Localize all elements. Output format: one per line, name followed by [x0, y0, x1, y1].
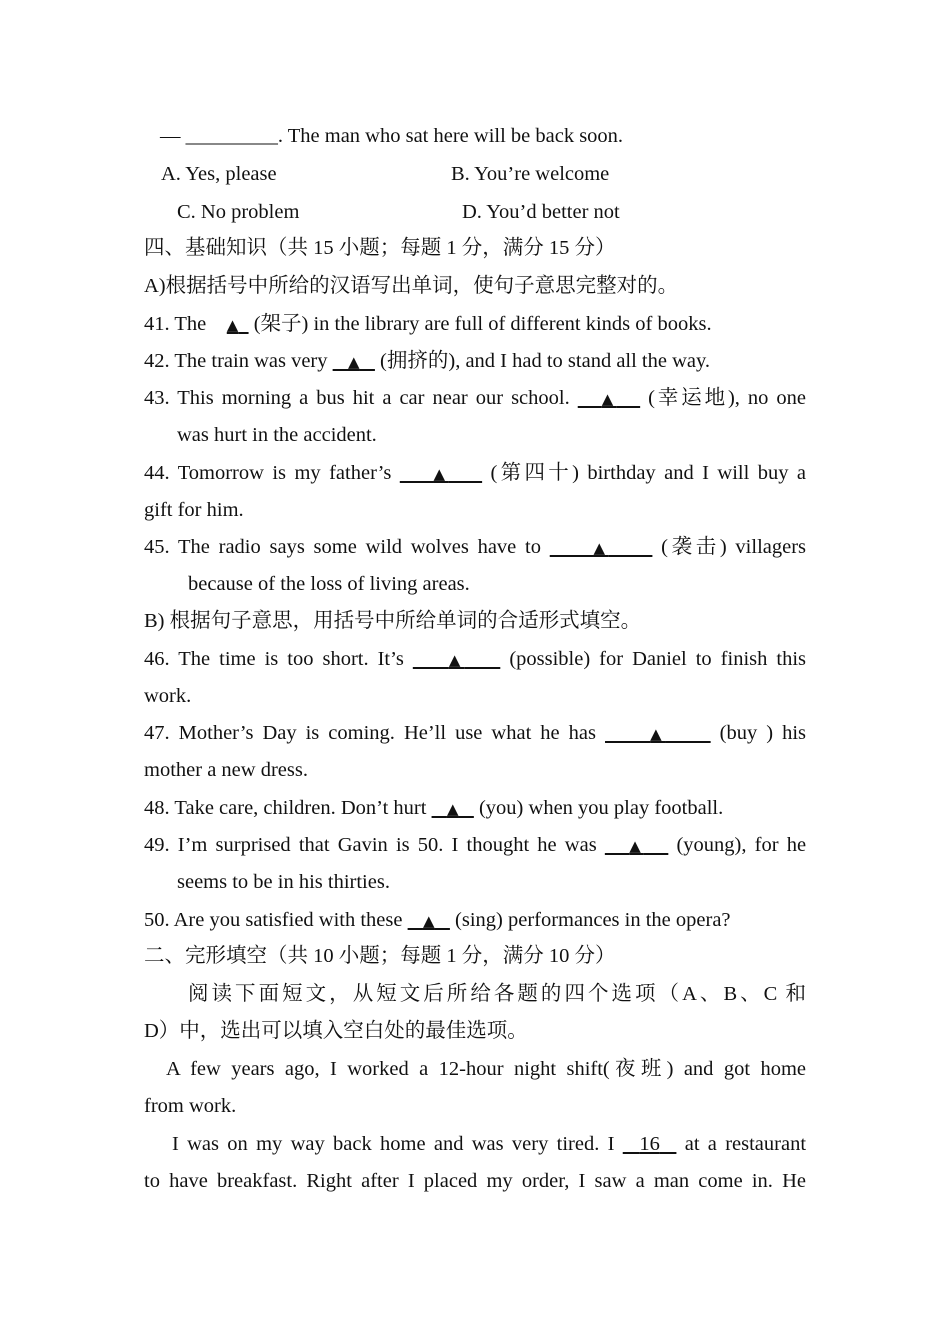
blank-triangle-icon: ▲ — [601, 390, 617, 408]
q41-text: (架子) in the library are full of different kinds of books. — [253, 313, 712, 335]
question-43 — [144, 384, 806, 413]
blank-triangle-icon: ▲ — [650, 725, 666, 743]
question-50 — [144, 906, 731, 935]
q43-text: (幸运地), no one — [648, 387, 807, 409]
cloze-paragraph-2-cont: to have breakfast. Right after I placed my order, I saw a man come in. He — [144, 1170, 806, 1192]
option-c: C. No problem — [177, 201, 300, 223]
blank-triangle-icon: ▲ — [629, 837, 644, 855]
blank-triangle-icon: ▲ — [226, 316, 239, 334]
q49-continuation: seems to be in his thirties. — [177, 871, 390, 893]
cloze-instruction: 阅读下面短文，从短文后所给各题的四个选项（A、B、C 和 — [188, 983, 806, 1005]
q42-blank[interactable] — [333, 350, 375, 372]
q47-continuation: mother a new dress. — [144, 759, 308, 781]
q43-text: 43. This morning a bus hit a car near our school. — [144, 387, 570, 409]
cloze-paragraph-1-cont: from work. — [144, 1095, 237, 1117]
q50-text: (sing) performances in the opera? — [455, 909, 731, 931]
cloze-blank-number: 16 — [639, 1133, 660, 1155]
cloze-text: I was on my way back home and was very tired. I — [172, 1133, 615, 1155]
question-49 — [144, 831, 806, 860]
q44-blank[interactable] — [400, 462, 482, 484]
q46-continuation: work. — [144, 685, 192, 707]
cloze-paragraph-1: A few years ago, I worked a 12-hour night shift(夜班) and got home — [166, 1058, 806, 1080]
q47-blank[interactable] — [605, 722, 711, 744]
question-48 — [144, 794, 723, 823]
q43-continuation: was hurt in the accident. — [177, 424, 377, 446]
blank-triangle-icon: ▲ — [593, 539, 609, 557]
blank-triangle-icon: ▲ — [446, 800, 459, 818]
q50-text: 50. Are you satisfied with these — [144, 909, 403, 931]
q44-text: 44. Tomorrow is my father’s — [144, 462, 392, 484]
blank-triangle-icon: ▲ — [448, 651, 465, 669]
q50-blank[interactable] — [408, 909, 450, 931]
q49-text: (young), for he — [676, 834, 807, 856]
part-a-instruction: A)根据括号中所给的汉语写出单词，使句子意思完整对的。 — [144, 275, 679, 297]
q44-continuation: gift for him. — [144, 499, 244, 521]
q45-text: 45. The radio says some wild wolves have to — [144, 536, 541, 558]
q46-blank[interactable] — [413, 648, 500, 670]
cloze-text: at a restaurant — [684, 1133, 807, 1155]
q48-text: (you) when you play football. — [478, 797, 724, 819]
q45-blank[interactable] — [550, 536, 653, 558]
dialogue-line: — _________. The man who sat here will be back soon. — [160, 125, 624, 147]
q45-text: (袭击) villagers — [661, 536, 807, 558]
q42-text: (拥挤的), and I had to stand all the way. — [380, 350, 711, 372]
q44-text: (第四十) birthday and I will buy a — [490, 462, 807, 484]
q45-continuation: because of the loss of living areas. — [188, 573, 470, 595]
q43-blank[interactable] — [578, 387, 640, 409]
q46-text: (possible) for Daniel to finish this — [509, 648, 807, 670]
blank-triangle-icon: ▲ — [348, 353, 360, 371]
q46-text: 46. The time is too short. It’s — [144, 648, 404, 670]
q47-text: 47. Mother’s Day is coming. He’ll use what he has — [144, 722, 596, 744]
question-41 — [144, 310, 712, 339]
question-46 — [144, 645, 806, 674]
q49-text: 49. I’m surprised that Gavin is 50. I thought he was — [144, 834, 597, 856]
cloze-blank-16[interactable] — [623, 1133, 677, 1155]
question-45 — [144, 533, 806, 562]
q48-blank[interactable] — [432, 797, 474, 819]
part-b-instruction: B) 根据句子意思，用括号中所给单词的合适形式填空。 — [144, 610, 642, 632]
q49-blank[interactable] — [605, 834, 668, 856]
q41-text: 41. The — [144, 313, 207, 335]
section2-heading: 二、完形填空（共 10 小题；每题 1 分，满分 10 分） — [144, 945, 616, 967]
q42-text: 42. The train was very — [144, 350, 328, 372]
question-42 — [144, 347, 710, 376]
cloze-paragraph-2 — [172, 1130, 806, 1158]
section4-heading: 四、基础知识（共 15 小题；每题 1 分，满分 15 分） — [144, 237, 616, 259]
blank-triangle-icon: ▲ — [422, 912, 435, 930]
option-b: B. You’re welcome — [451, 163, 610, 185]
option-d: D. You’d better not — [462, 201, 620, 223]
question-44 — [144, 459, 806, 488]
q41-blank[interactable] — [227, 313, 249, 335]
question-47 — [144, 719, 806, 748]
blank-triangle-icon: ▲ — [433, 465, 449, 483]
q47-text: (buy ) his — [719, 722, 807, 744]
q48-text: 48. Take care, children. Don’t hurt — [144, 797, 427, 819]
cloze-instruction-cont: D）中，选出可以填入空白处的最佳选项。 — [144, 1020, 528, 1042]
option-a: A. Yes, please — [161, 163, 277, 185]
